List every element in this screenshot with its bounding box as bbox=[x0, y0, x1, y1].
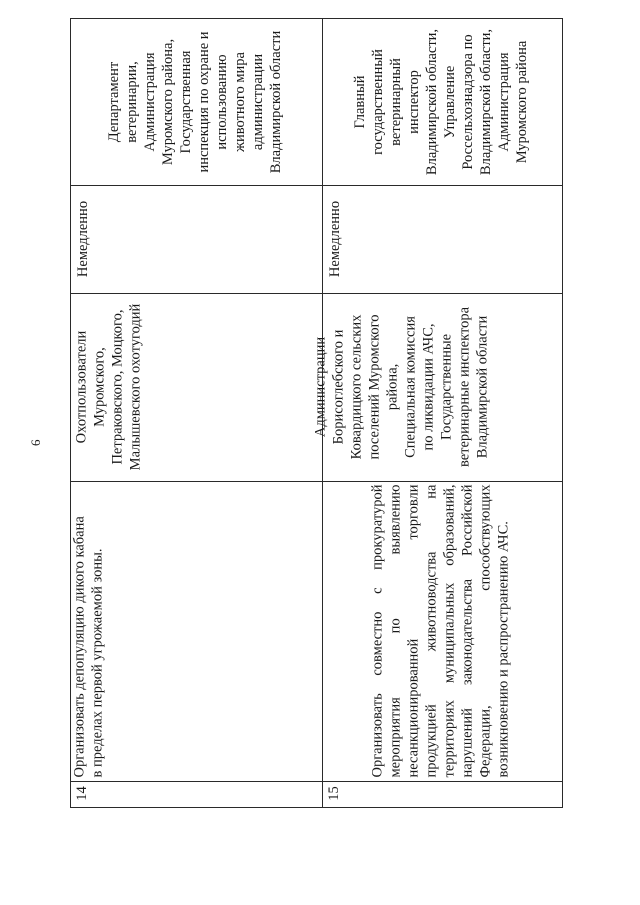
control-line: Главный bbox=[352, 75, 368, 129]
control-cell bbox=[323, 19, 562, 185]
control-line: Управление bbox=[442, 65, 458, 139]
action-line: в пределах первой угрожаемой зоны. bbox=[89, 548, 106, 778]
control-line: использованию bbox=[214, 54, 230, 150]
page-number: 6 bbox=[28, 439, 43, 446]
executor-line: Муромского, bbox=[91, 347, 108, 427]
control-line: инспектор bbox=[406, 70, 422, 134]
executor-line: Борисоглебского и bbox=[330, 329, 347, 445]
control-line: администрации bbox=[250, 53, 266, 151]
control-line: Департамент bbox=[106, 61, 122, 143]
action-line: территориях муниципальных образований, bbox=[441, 484, 458, 778]
action-line: несанкционированной торговли bbox=[405, 484, 422, 778]
executor-line: Ковардицкого сельских bbox=[348, 314, 365, 460]
executors-cell bbox=[71, 294, 322, 481]
executor-line: Малышевского охотугодий bbox=[127, 303, 144, 471]
control-line: ветеринарный bbox=[388, 58, 404, 146]
term-cell bbox=[323, 186, 562, 293]
control-line: государственный bbox=[370, 49, 386, 155]
action-cell bbox=[71, 482, 322, 781]
control-line: Владимирской области, bbox=[424, 28, 440, 176]
action-cell bbox=[323, 482, 562, 781]
row-number: 14 bbox=[74, 786, 90, 801]
control-line: Государственная bbox=[178, 50, 194, 154]
table-border-bottom bbox=[70, 807, 563, 808]
executor-line: Государственные bbox=[438, 333, 455, 441]
control-line: инспекция по охране и bbox=[196, 31, 212, 173]
control-line: Владимирской области, bbox=[478, 28, 494, 176]
executor-line: района, bbox=[384, 363, 401, 411]
control-line: Владимирской области bbox=[268, 30, 284, 174]
action-line: продукцией животноводства на bbox=[423, 484, 440, 778]
control-line: ветеринарии, bbox=[124, 61, 140, 143]
executors-cell bbox=[312, 294, 562, 481]
control-line: Россельхознадзора по bbox=[460, 34, 476, 170]
control-line: Муромского района, bbox=[160, 38, 176, 166]
action-line: Организовать совместно с прокуратурой bbox=[369, 484, 386, 778]
term-text: Немедленно bbox=[327, 200, 343, 278]
executor-line: поселений Муромского bbox=[366, 314, 383, 460]
executor-line: Охотпользователи bbox=[73, 330, 90, 444]
term-text: Немедленно bbox=[75, 200, 91, 278]
row-number: 15 bbox=[326, 786, 342, 801]
executor-line: Владимирской области bbox=[474, 315, 491, 459]
control-line: Администрация bbox=[142, 52, 158, 152]
row-number-cell bbox=[71, 782, 322, 807]
control-line: животного мира bbox=[232, 52, 248, 153]
action-line: Федерации, способствующих bbox=[477, 484, 494, 778]
control-line: Муромского района bbox=[514, 40, 530, 164]
control-cell bbox=[71, 19, 322, 185]
action-line: мероприятия по выявлению bbox=[387, 484, 404, 778]
row-number-cell bbox=[323, 782, 562, 807]
executor-line: Специальная комиссия bbox=[402, 316, 419, 458]
executor-line: Администрации bbox=[312, 336, 329, 438]
table-border-right bbox=[562, 18, 563, 808]
executor-line: по ликвидации АЧС, bbox=[420, 323, 437, 451]
action-line: возникновению и распространению АЧС. bbox=[495, 521, 512, 778]
action-line: нарушений законодательства Российской bbox=[459, 484, 476, 778]
control-line: Администрация bbox=[496, 52, 512, 152]
term-cell bbox=[71, 186, 322, 293]
executor-line: Петраковского, Моцкого, bbox=[109, 309, 126, 465]
action-line: Организовать депопуляцию дикого кабана bbox=[71, 516, 88, 778]
executor-line: ветеринарные инспектора bbox=[456, 306, 473, 468]
